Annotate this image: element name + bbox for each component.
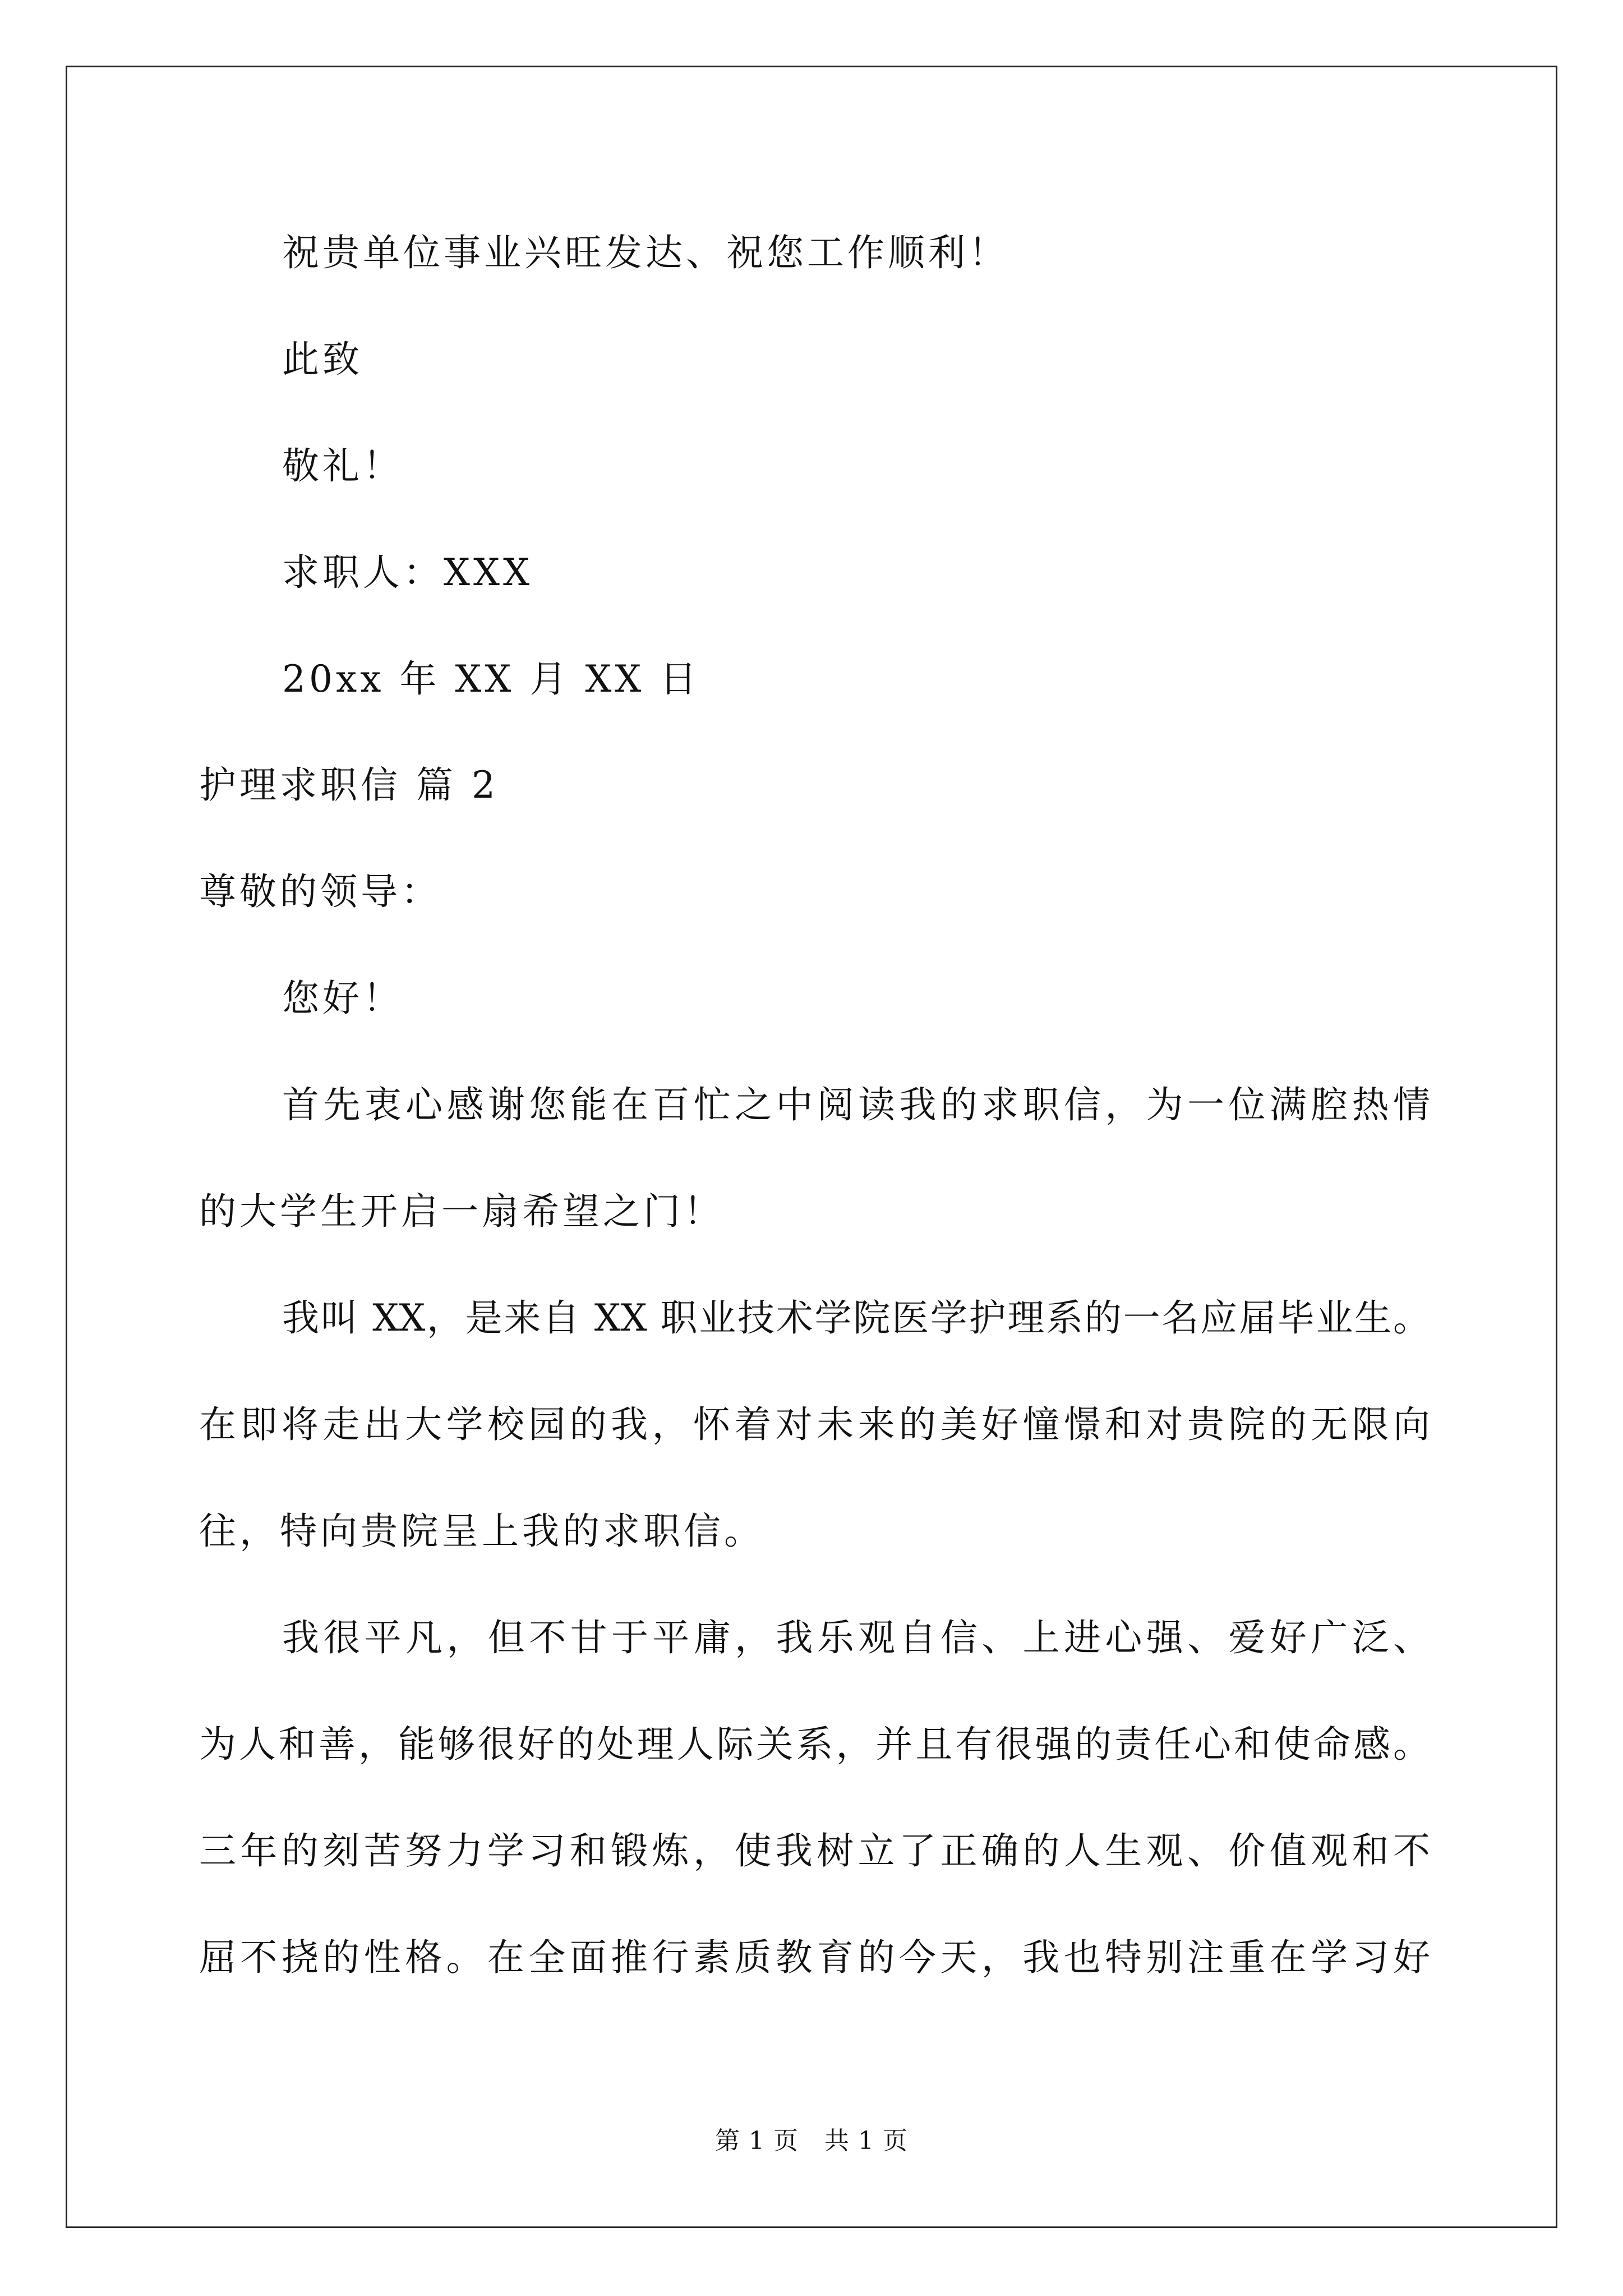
paragraph-line: 我叫 XX，是来自 XX 职业技术学院医学护理系的一名应届毕业生。	[282, 1296, 1430, 1340]
paragraph-line: 往，特向贵院呈上我的求职信。	[199, 1510, 764, 1553]
paragraph-line: 屈不挠的性格。在全面推行素质教育的今天，我也特别注重在学习好	[199, 1936, 1430, 1979]
paragraph-line: 为人和善，能够很好的处理人际关系，并且有很强的责任心和使命感。	[199, 1723, 1430, 1766]
paragraph-line: 的大学生开启一扇希望之门！	[199, 1190, 724, 1233]
greeting-hello: 您好！	[282, 977, 403, 1020]
greeting-recipient: 尊敬的领导：	[199, 870, 441, 913]
section-heading: 护理求职信 篇 2	[199, 763, 499, 807]
signature-applicant: 求职人：XXX	[282, 551, 533, 594]
paragraph-line: 三年的刻苦努力学习和锻炼，使我树立了正确的人生观、价值观和不	[199, 1829, 1430, 1872]
signature-date: 20xx 年 XX 月 XX 日	[282, 657, 700, 701]
page-total: 共 1 页	[824, 2127, 908, 2155]
page-border	[66, 66, 1557, 2228]
closing-wish: 祝贵单位事业兴旺发达、祝您工作顺利！	[282, 231, 1009, 274]
page-number: 第 1 页	[715, 2127, 799, 2155]
page-footer	[0, 2129, 1623, 2154]
paragraph-line: 在即将走出大学校园的我，怀着对未来的美好憧憬和对贵院的无限向	[199, 1403, 1430, 1446]
paragraph-line: 我很平凡，但不甘于平庸，我乐观自信、上进心强、爱好广泛、	[282, 1616, 1430, 1659]
salutation-cizhi: 此致	[282, 338, 363, 381]
paragraph-line: 首先衷心感谢您能在百忙之中阅读我的求职信，为一位满腔热情	[282, 1083, 1430, 1126]
salutation-jingli: 敬礼！	[282, 444, 403, 487]
